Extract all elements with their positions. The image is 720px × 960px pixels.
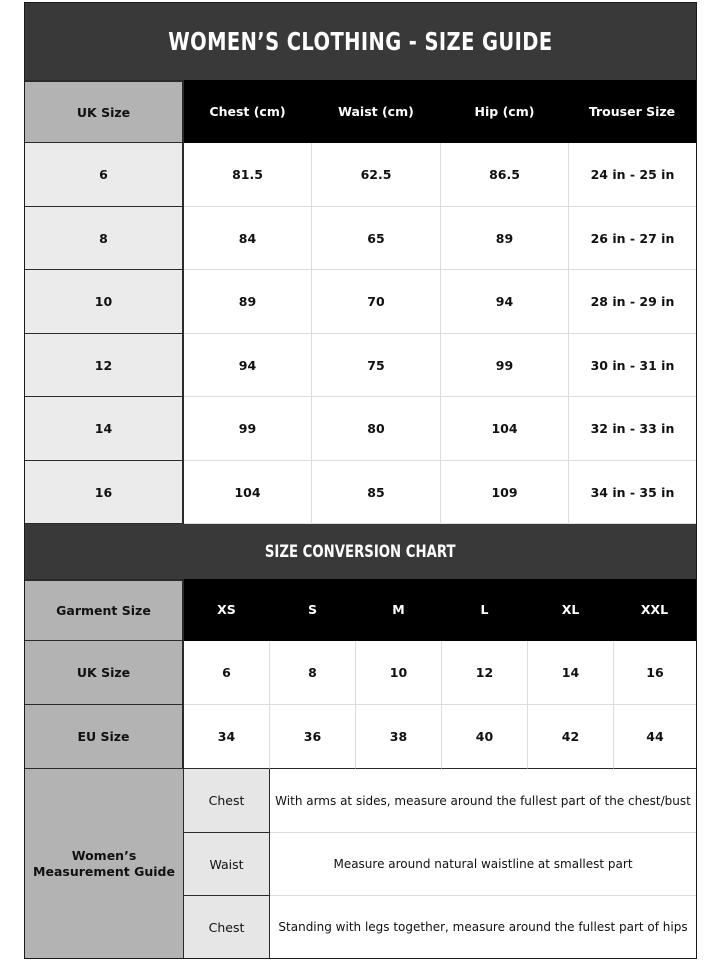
table-cell-waist: 85 xyxy=(312,461,441,524)
conversion-eu-label: EU Size xyxy=(25,705,184,769)
table-cell-chest: 99 xyxy=(184,397,312,461)
table-row-uk-size: 6 xyxy=(25,143,184,207)
size-s-header: S xyxy=(270,579,356,641)
table-row-uk-size: 16 xyxy=(25,461,184,524)
table-row-uk-size: 14 xyxy=(25,397,184,461)
uk-size-header: UK Size xyxy=(25,80,184,143)
size-m-header: M xyxy=(356,579,442,641)
table-cell-trouser: 28 in - 29 in xyxy=(569,270,696,334)
table-cell-waist: 65 xyxy=(312,207,441,270)
table-cell-hip: 109 xyxy=(441,461,569,524)
conversion-eu-value: 34 xyxy=(184,705,270,769)
conversion-eu-value: 36 xyxy=(270,705,356,769)
table-row-uk-size: 10 xyxy=(25,270,184,334)
table-cell-chest: 84 xyxy=(184,207,312,270)
table-cell-chest: 104 xyxy=(184,461,312,524)
chest-header: Chest (cm) xyxy=(184,80,312,143)
measurement-guide-label-line1: Women’s xyxy=(71,847,137,863)
conversion-uk-value: 8 xyxy=(270,641,356,705)
guide-part-waist: Waist xyxy=(184,833,270,896)
waist-header: Waist (cm) xyxy=(312,80,441,143)
table-cell-waist: 80 xyxy=(312,397,441,461)
table-row-uk-size: 8 xyxy=(25,207,184,270)
conversion-uk-value: 14 xyxy=(528,641,614,705)
size-xl-header: XL xyxy=(528,579,614,641)
size-guide-sheet xyxy=(24,2,697,959)
measurement-guide-label-line2: Measurement Guide xyxy=(33,863,175,879)
conversion-eu-value: 38 xyxy=(356,705,442,769)
table-cell-chest: 89 xyxy=(184,270,312,334)
table-cell-trouser: 32 in - 33 in xyxy=(569,397,696,461)
guide-part-hips: Chest xyxy=(184,896,270,958)
conversion-uk-value: 12 xyxy=(442,641,528,705)
table-cell-trouser: 26 in - 27 in xyxy=(569,207,696,270)
table-cell-chest: 81.5 xyxy=(184,143,312,207)
hip-header: Hip (cm) xyxy=(441,80,569,143)
conversion-eu-value: 44 xyxy=(614,705,696,769)
size-xs-header: XS xyxy=(184,579,270,641)
size-l-header: L xyxy=(442,579,528,641)
page-title-text: WOMEN’S CLOTHING - SIZE GUIDE xyxy=(168,27,553,56)
size-xxl-header: XXL xyxy=(614,579,696,641)
garment-size-header: Garment Size xyxy=(25,579,184,641)
table-cell-hip: 86.5 xyxy=(441,143,569,207)
conversion-uk-value: 6 xyxy=(184,641,270,705)
table-cell-hip: 94 xyxy=(441,270,569,334)
table-cell-hip: 99 xyxy=(441,334,569,397)
page-title xyxy=(25,3,696,80)
table-cell-hip: 89 xyxy=(441,207,569,270)
table-cell-trouser: 30 in - 31 in xyxy=(569,334,696,397)
table-cell-hip: 104 xyxy=(441,397,569,461)
guide-text-chest: With arms at sides, measure around the fullest part of the chest/bust xyxy=(270,769,696,833)
measurement-guide-label xyxy=(25,769,184,958)
table-cell-waist: 70 xyxy=(312,270,441,334)
guide-part-chest: Chest xyxy=(184,769,270,833)
conversion-uk-label: UK Size xyxy=(25,641,184,705)
table-cell-trouser: 24 in - 25 in xyxy=(569,143,696,207)
table-cell-waist: 62.5 xyxy=(312,143,441,207)
trouser-size-header: Trouser Size xyxy=(569,80,696,143)
table-cell-trouser: 34 in - 35 in xyxy=(569,461,696,524)
conversion-chart-title xyxy=(25,524,696,579)
table-cell-waist: 75 xyxy=(312,334,441,397)
conversion-uk-value: 16 xyxy=(614,641,696,705)
guide-text-waist: Measure around natural waistline at smallest part xyxy=(270,833,696,896)
conversion-uk-value: 10 xyxy=(356,641,442,705)
conversion-chart-title-text: SIZE CONVERSION CHART xyxy=(265,541,456,562)
table-row-uk-size: 12 xyxy=(25,334,184,397)
conversion-eu-value: 40 xyxy=(442,705,528,769)
guide-text-hips: Standing with legs together, measure around the fullest part of hips xyxy=(270,896,696,958)
table-cell-chest: 94 xyxy=(184,334,312,397)
conversion-eu-value: 42 xyxy=(528,705,614,769)
